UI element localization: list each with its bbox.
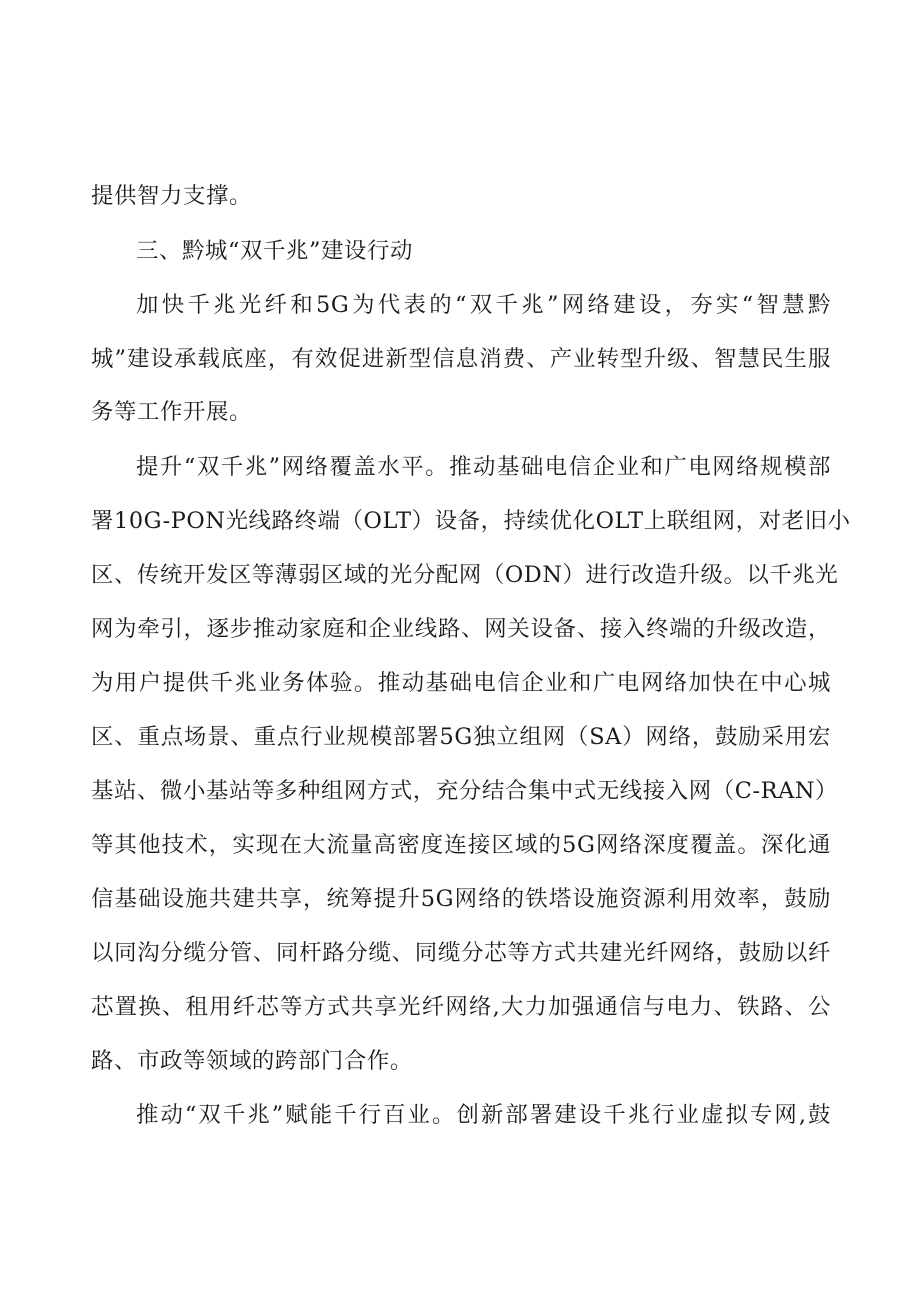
text-line-14: 信基础设施共建共享，统筹提升5G网络的铁塔设施资源利用效率，鼓励 (91, 886, 831, 912)
text-line-18: 推动“双千兆”赋能千行百业。创新部署建设千兆行业虚拟专网,鼓 (136, 1102, 831, 1128)
text-line-15: 以同沟分缆分管、同杆路分缆、同缆分芯等方式共建光纤网络，鼓励以纤 (91, 940, 831, 966)
text-line-13: 等其他技术，实现在大流量高密度连接区域的5G网络深度覆盖。深化通 (91, 832, 831, 858)
text-line-6: 提升“双千兆”网络覆盖水平。推动基础电信企业和广电网络规模部 (136, 454, 831, 480)
text-line-8: 区、传统开发区等薄弱区域的光分配网（ODN）进行改造升级。以千兆光 (91, 562, 839, 588)
text-line-1: 提供智力支撑。 (91, 183, 252, 209)
text-line-9: 网为牵引，逐步推动家庭和企业线路、网关设备、接入终端的升级改造， (91, 616, 831, 642)
text-line-7: 署10G-PON光线路终端（OLT）设备，持续优化OLT上联组网，对老旧小 (91, 508, 851, 534)
section-heading: 三、黔城“双千兆”建设行动 (136, 238, 413, 264)
text-line-12: 基站、微小基站等多种组网方式，充分结合集中式无线接入网（C-RAN） (91, 778, 839, 804)
text-line-5: 务等工作开展。 (91, 399, 252, 425)
text-line-3: 加快千兆光纤和5G为代表的“双千兆”网络建设，夯实“智慧黔 (136, 292, 831, 318)
text-line-11: 区、重点场景、重点行业规模部署5G独立组网（SA）网络，鼓励采用宏 (91, 724, 831, 750)
text-line-10: 为用户提供千兆业务体验。推动基础电信企业和广电网络加快在中心城 (91, 670, 831, 696)
text-line-17: 路、市政等领域的跨部门合作。 (91, 1048, 413, 1074)
text-line-16: 芯置换、租用纤芯等方式共享光纤网络,大力加强通信与电力、铁路、公 (91, 994, 831, 1020)
text-line-4: 城”建设承载底座，有效促进新型信息消费、产业转型升级、智慧民生服 (91, 346, 831, 372)
